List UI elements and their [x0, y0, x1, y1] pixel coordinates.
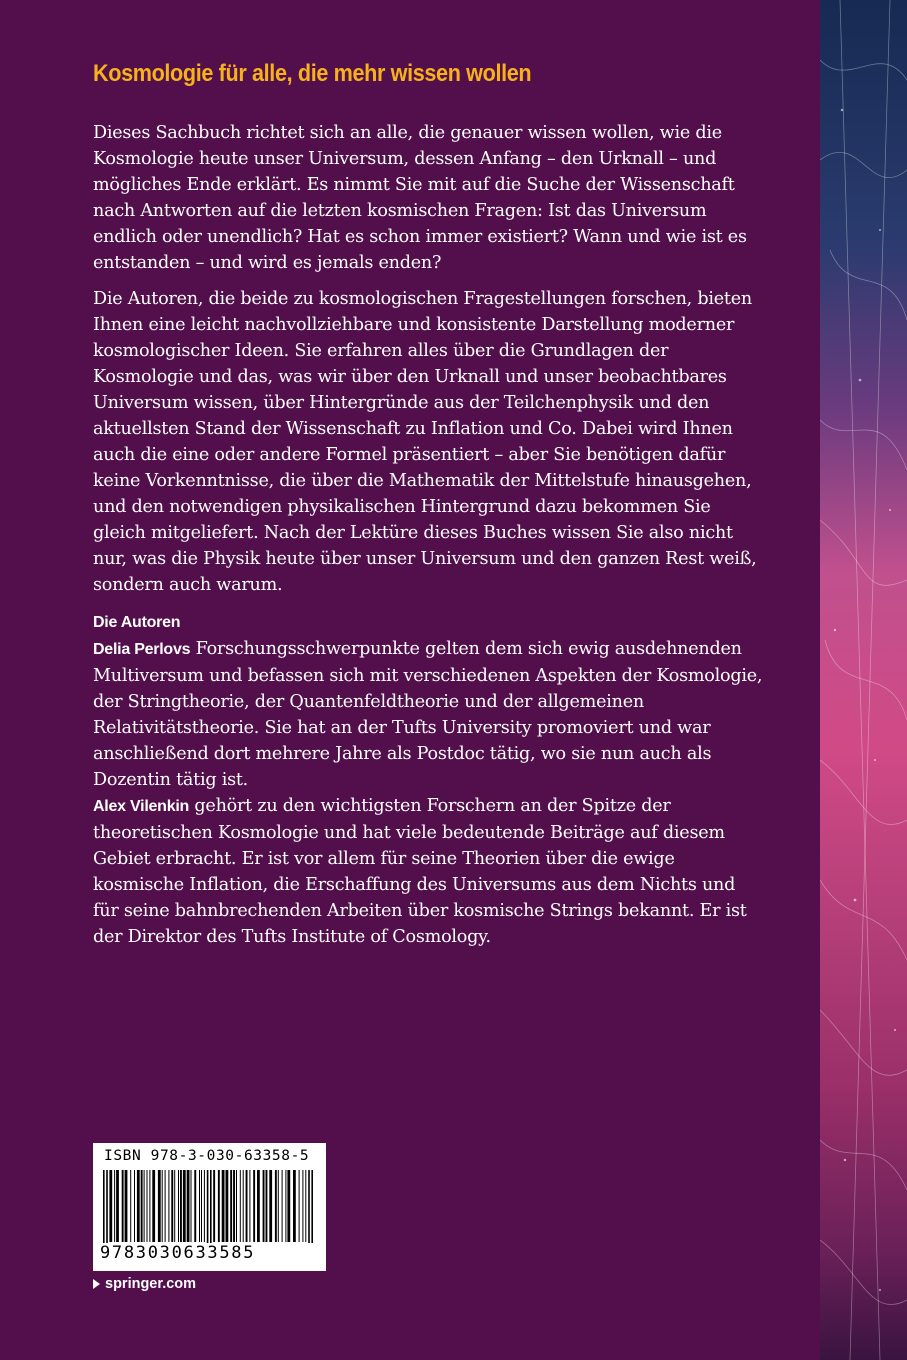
- authors-heading: Die Autoren: [93, 614, 181, 631]
- barcode-bars: [101, 1170, 318, 1252]
- author-bio-text: gehört zu den wichtigsten Forschern an der Spitze der theoretischen Kosmologie und hat viele bedeutende Beiträge auf diesem Gebiet erbracht. Er ist vor allem für seine Theorien über die ewige kosmische Inflation, die Erschaffung des Universums aus dem Nichts und für seine bahnbrechenden Arbeiten über kosmische Strings bekannt. Er ist der Direktor des Tufts Institute of Cosmology.: [93, 796, 747, 947]
- blurb-paragraph: Dieses Sachbuch richtet sich an alle, die genauer wissen wollen, wie die Kosmologie heute unser Universum, dessen Anfang – den Urknall – und mögliches Ende erklärt. Es nimmt Sie mit auf die Suche der Wissenschaft nach Antworten auf die letzten kosmischen Fragen: Ist das Universum endlich oder unendlich? Hat es schon immer existiert? Wann und wie ist es entstanden – und wird es jemals enden?: [93, 123, 747, 273]
- network-lines-artwork: [820, 0, 907, 1360]
- isbn-label: ISBN 978-3-030-63358-5: [104, 1148, 310, 1164]
- author-name: Delia Perlovs: [93, 641, 191, 658]
- author-bio: [93, 636, 763, 793]
- isbn-barcode: [93, 1143, 326, 1271]
- blurb-paragraph: Die Autoren, die beide zu kosmologischen Fragestellungen forschen, bieten Ihnen eine leicht nachvollziehbare und konsistente Darstellung moderner kosmologischer Ideen. Sie erfahren alles über die Grundlagen der Kosmologie und das, was wir über den Urknall und unser beobachtbares Universum wissen, über Hintergründe aus der Teilchenphysik und den aktuellsten Stand der Wissenschaft zu Inflation und Co. Dabei wird Ihnen auch die eine oder andere Formel präsentiert – aber Sie benötigen dafür keine Vorkenntnisse, die über die Mathematik der Mittelstufe hinausgehen, und den notwendigen physikalischen Hintergrund dazu bekommen Sie gleich mitgeliefert. Nach der Lektüre dieses Buches wissen Sie also nicht nur, was die Physik heute über unser Universum und den ganzen Rest weiß, sondern auch warum.: [93, 289, 757, 595]
- blurb-text: [93, 120, 763, 950]
- author-bio: [93, 793, 763, 950]
- author-bio-text: Forschungsschwerpunkte gelten dem sich ewig ausdehnenden Multiversum und befassen sich mit verschiedenen Aspekten der Kosmologie, der Stringtheorie, der Quantenfeldtheorie und der allgemeinen Relativitätstheorie. Sie hat an der Tufts University promoviert und war anschließend dort mehrere Jahre als Postdoc tätig, wo sie nun auch als Dozentin tätig ist.: [93, 639, 763, 790]
- barcode-digits: 9783030633585: [100, 1243, 322, 1263]
- arrow-right-icon: [93, 1279, 100, 1289]
- cover-artwork-strip: [820, 0, 907, 1360]
- publisher-link[interactable]: [93, 1276, 196, 1292]
- publisher-label: springer.com: [105, 1276, 197, 1292]
- author-name: Alex Vilenkin: [93, 798, 190, 815]
- cover-heading: Kosmologie für alle, die mehr wissen wollen: [93, 60, 532, 87]
